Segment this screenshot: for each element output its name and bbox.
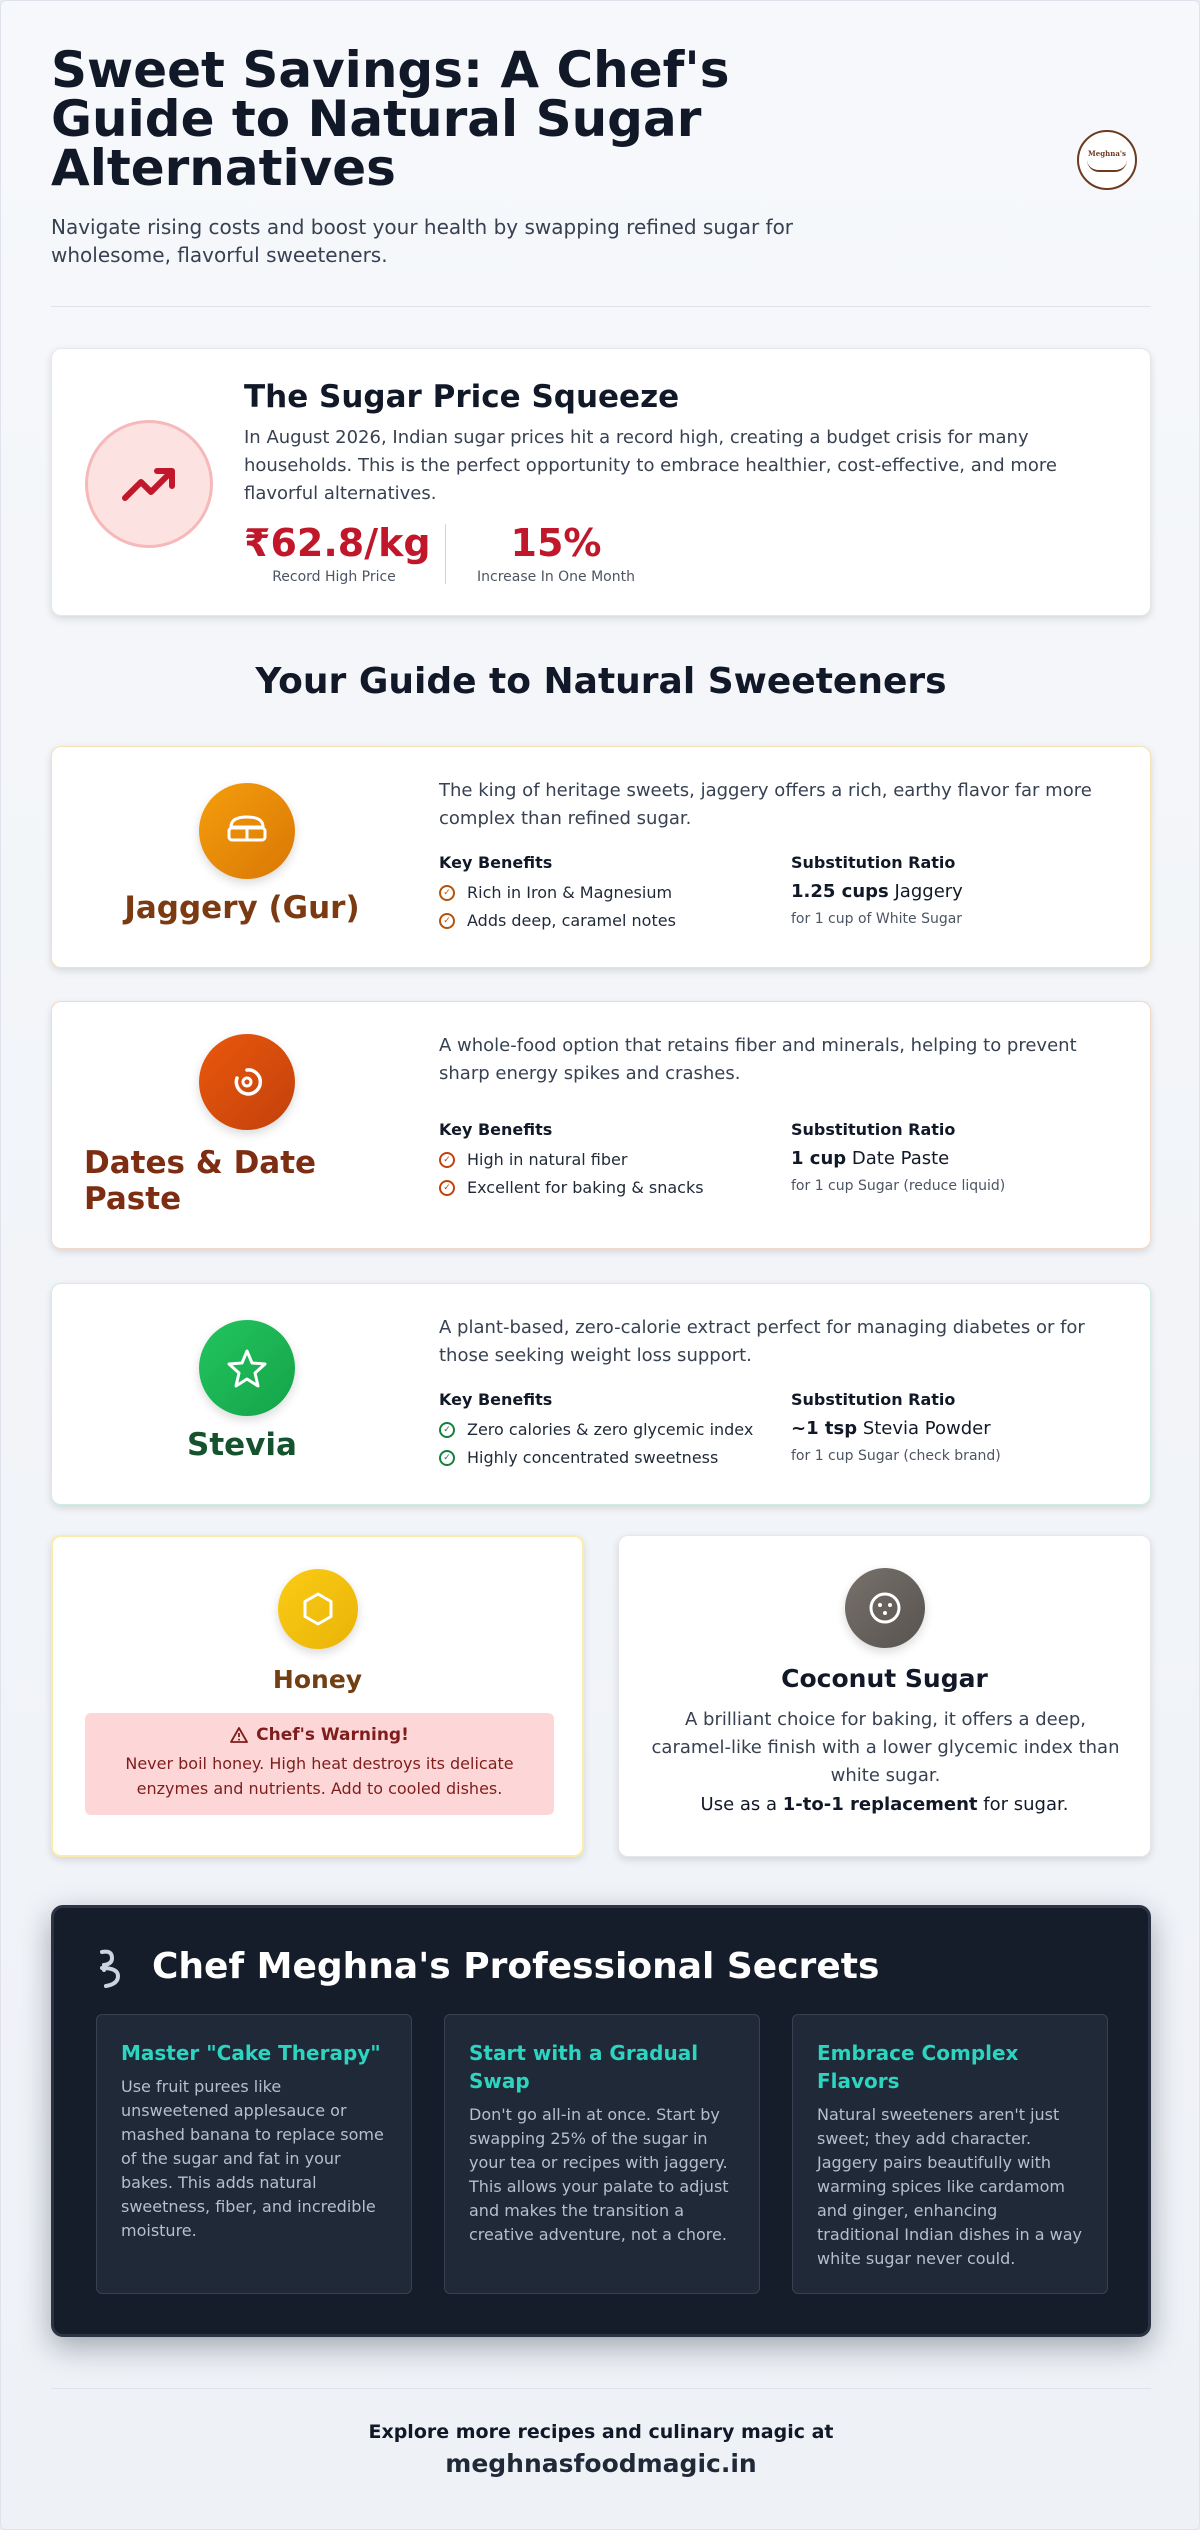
guide-title: Your Guide to Natural Sweeteners [255,661,947,702]
honey-card [51,1535,584,1857]
secret-title: Embrace Complex Flavors [817,2041,1019,2093]
coconut-text: A brilliant choice for baking, it offers a deep, caramel-like finish with a lower glycemic index than white sugar. [651,1709,1120,1786]
secret-card-complex-flavors [792,2014,1108,2294]
stat-divider [445,524,446,584]
ratio-item: Jaggery [894,881,963,902]
sweetener-desc: A whole-food option that retains fiber and minerals, helping to prevent sharp energy spikes and crashes. [439,1035,1077,1084]
check-icon: ✓ [439,885,455,901]
secret-text: Natural sweeteners aren't just sweet; they add character. Jaggery pairs beautifully with warming spices like cardamom and ginger, enhancing traditional Indian dishes in a way white sugar never could. [817,2105,1082,2268]
price-card-title: The Sugar Price Squeeze [244,379,680,415]
ratio-item: Stevia Powder [862,1418,991,1439]
page-title: Sweet Savings: A Chef's Guide to Natural Sugar Alternatives [51,41,730,197]
warning-title: Chef's Warning! [256,1725,409,1745]
logo-text: Meghna's [1088,148,1126,158]
trending-up-icon [85,420,213,548]
check-icon: ✓ [439,1422,455,1438]
footer-divider [51,2388,1151,2389]
benefit-text: High in natural fiber [467,1150,628,1169]
sweetener-card-stevia [51,1283,1151,1505]
logo-arc [1087,160,1127,172]
stat-label: Record High Price [272,569,396,585]
secret-card-gradual-swap [444,2014,760,2294]
jaggery-block-icon [199,783,295,879]
chef-secrets-panel [51,1905,1151,2337]
ratio-main [791,1418,991,1439]
warning-title-row [85,1725,554,1745]
warning-icon [230,1727,248,1743]
secret-card-cake-therapy [96,2014,412,2294]
brand-logo [1077,130,1137,190]
check-icon: ✓ [439,1180,455,1196]
whisk-icon [94,1948,128,1990]
sweetener-name: Jaggery (Gur) [124,890,360,926]
date-fruit-icon [199,1034,295,1130]
stat-increase [466,521,646,585]
benefits-list [439,1146,704,1202]
benefit-text: Excellent for baking & snacks [467,1178,704,1197]
ratio-note: for 1 cup Sugar (reduce liquid) [791,1178,1006,1194]
secret-text: Don't go all-in at once. Start by swapping 25% of the sugar in your tea or recipes with jaggery. This allows your palate to adjust and makes the transition a creative adventure, not a chore. [469,2105,729,2244]
header [51,41,1151,306]
benefit-text: Adds deep, caramel notes [467,911,676,930]
ratio-item: Date Paste [851,1148,950,1169]
ratio-amount: ~1 tsp [791,1418,858,1439]
list-item [439,907,676,935]
sweetener-desc: A plant-based, zero-calorie extract perfect for managing diabetes or for those seeking weight loss support. [439,1317,1085,1366]
ratio-main [791,1148,949,1169]
coconut-title: Coconut Sugar [781,1664,988,1693]
ratio-suffix: for sugar. [977,1794,1069,1815]
secrets-title: Chef Meghna's Professional Secrets [152,1946,880,1987]
sweetener-desc: The king of heritage sweets, jaggery offers a rich, earthy flavor far more complex than refined sugar. [439,780,1092,829]
check-icon: ✓ [439,1152,455,1168]
ratio-amount: 1.25 cups [791,881,889,902]
benefit-text: Highly concentrated sweetness [467,1448,719,1467]
check-icon: ✓ [439,913,455,929]
key-benefits-heading: Key Benefits [439,1120,553,1139]
hexagon-icon [278,1569,358,1649]
header-divider [51,306,1151,307]
honey-title: Honey [272,1665,363,1694]
price-card-text: In August 2026, Indian sugar prices hit a record high, creating a budget crisis for many households. This is the perfect opportunity to embrace healthier, cost-effective, and more flavorful alternatives. [244,427,1057,504]
ratio-amount: 1 cup [791,1148,847,1169]
coconut-icon [845,1568,925,1648]
footer-site-link[interactable]: meghnasfoodmagic.in [445,2449,757,2478]
leaf-star-icon [199,1320,295,1416]
sweetener-card-jaggery [51,746,1151,968]
ratio-bold: 1-to-1 replacement [782,1794,978,1815]
check-icon: ✓ [439,1450,455,1466]
list-item [439,1444,753,1472]
substitution-ratio-heading: Substitution Ratio [791,853,956,872]
coconut-ratio [619,1794,1150,1815]
benefits-list [439,879,676,935]
stat-label: Increase In One Month [477,569,635,585]
ratio-main [791,881,963,902]
substitution-ratio-heading: Substitution Ratio [791,1390,956,1409]
secret-title: Master "Cake Therapy" [121,2041,381,2065]
footer-explore-text: Explore more recipes and culinary magic at [368,2421,834,2443]
key-benefits-heading: Key Benefits [439,1390,553,1409]
sweetener-name: Dates & Date Paste [84,1145,317,1217]
warning-text: Never boil honey. High heat destroys its delicate enzymes and nutrients. Add to cooled dishes. [125,1754,514,1798]
secret-text: Use fruit purees like unsweetened applesauce or mashed banana to replace some of the sugar and fat in your bakes. This adds natural sweetness, fiber, and incredible moisture. [121,2077,384,2240]
ratio-prefix: Use as a [700,1794,783,1815]
sweetener-name: Stevia [187,1427,297,1463]
benefits-list [439,1416,753,1472]
list-item [439,1416,753,1444]
list-item [439,1174,704,1202]
price-squeeze-card [51,348,1151,616]
ratio-note: for 1 cup Sugar (check brand) [791,1448,1001,1464]
chef-warning-box [85,1713,554,1815]
stat-value: ₹62.8/kg [244,521,431,565]
stat-record-price [244,521,431,585]
list-item [439,879,676,907]
sweetener-card-dates [51,1001,1151,1249]
benefit-text: Zero calories & zero glycemic index [467,1420,754,1439]
coconut-sugar-card [618,1535,1151,1857]
stat-value: 15% [510,521,602,565]
benefit-text: Rich in Iron & Magnesium [467,883,673,902]
list-item [439,1146,704,1174]
substitution-ratio-heading: Substitution Ratio [791,1120,956,1139]
ratio-note: for 1 cup of White Sugar [791,911,963,927]
secret-title: Start with a Gradual Swap [469,2041,699,2093]
page-subtitle: Navigate rising costs and boost your health by swapping refined sugar for wholesome, flavorful sweeteners. [51,215,794,267]
key-benefits-heading: Key Benefits [439,853,553,872]
